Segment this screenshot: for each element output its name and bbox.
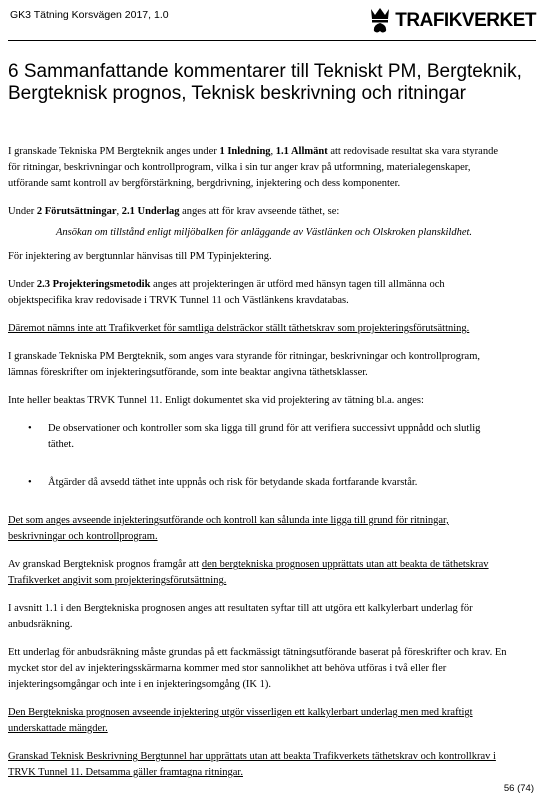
- trafikverket-logo: [368, 6, 536, 36]
- document-id: GK3 Tätning Korsvägen 2017, 1.0: [10, 9, 169, 21]
- list-item: • De observationer och kontroller som ska ligga till grund för att verifiera successivt uppnådd och slutlig täthet.: [8, 421, 508, 453]
- list-item: • Åtgärder då avsedd täthet inte uppnås och risk för betydande skada fortfarande kvarstår.: [8, 475, 508, 491]
- paragraph-5: Däremot nämns inte att Trafikverket för samtliga delsträckor ställt täthetskrav som projekteringsförutsättning.: [8, 323, 470, 334]
- paragraph-12: Den Bergtekniska prognosen avseende injektering utgör visserligen ett kalkylerbart underlag men med kraftigt underskattade mängder.: [8, 707, 473, 734]
- header-divider: [8, 40, 536, 41]
- paragraph-4: Under 2.3 Projekteringsmetodik anges att projekteringen är utförd med hänsyn tagen till allmänna och objektspecifika krav redovisade i TRVK Tunnel 11 och Västlänkens kravdatabas.: [8, 279, 445, 306]
- logo-text: TRAFIKVERKET: [395, 10, 536, 31]
- paragraph-8: Det som anges avseende injekteringsutförande och kontroll kan sålunda inte ligga till grund för ritningar, beskrivningar och kontrollprogram.: [8, 515, 449, 542]
- paragraph-1: I granskade Tekniska PM Bergteknik anges under 1 Inledning, 1.1 Allmänt att redovisade resultat ska vara styrande för ritningar, beskrivningar och kontrollprogram, vilka i sin tur anger krav på utformning, materialegenskaper, utförande samt kontroll av bergförstärkning, bergdrivning, injektering och dess komponenter.: [8, 146, 498, 189]
- paragraph-3: För injektering av bergtunnlar hänvisas till PM Typinjektering.: [8, 251, 272, 262]
- page-number: 56 (74): [503, 783, 534, 794]
- paragraph-9: Av granskad Bergteknisk prognos framgår att den bergtekniska prognosen upprättats utan att beakta de täthetskrav Trafikverket angivit som projekteringsförutsättning.: [8, 559, 489, 586]
- paragraph-10: I avsnitt 1.1 i den Bergtekniska prognosen anges att resultaten syftar till att utgöra ett kalkylerbart underlag för anbudsräkning.: [8, 603, 473, 630]
- document-body: [8, 144, 508, 793]
- paragraph-11: Ett underlag för anbudsräkning måste grundas på ett fackmässigt tätningsutförande baserat på föreskrifter och krav. En mycket stor del av injekteringsskärmarna kommer med stor sannolikhet att behöva utföras i två eller fler injekteringsomgångar och inte i en injekteringsomgång (IK 1).: [8, 647, 507, 690]
- crown-emblem-icon: [368, 7, 392, 35]
- paragraph-6: I granskade Tekniska PM Bergteknik, som anges vara styrande för ritningar, beskrivningar och kontrollprogram, lämnas föreskrifter om injekteringsutförande, som inte beaktar angivna täthetsklasser.: [8, 351, 481, 378]
- section-title: 6 Sammanfattande kommentarer till Tekniskt PM, Bergteknik, Bergteknisk prognos, Teknisk beskrivning och ritningar: [8, 61, 522, 104]
- quoted-reference: Ansökan om tillstånd enligt miljöbalken för anläggande av Västlänken och Olskroken planskildhet.: [56, 227, 473, 238]
- paragraph-7: Inte heller beaktas TRVK Tunnel 11. Enligt dokumentet ska vid projektering av tätning bl.a. anges:: [8, 395, 424, 406]
- requirement-list: [8, 421, 508, 491]
- paragraph-13: Granskad Teknisk Beskrivning Bergtunnel har upprättats utan att beakta Trafikverkets täthetskrav och kontrollkrav i TRVK Tunnel 11. Detsamma gäller framtagna ritningar.: [8, 751, 496, 778]
- paragraph-2: Under 2 Förutsättningar, 2.1 Underlag anges att för krav avseende täthet, se:: [8, 206, 340, 217]
